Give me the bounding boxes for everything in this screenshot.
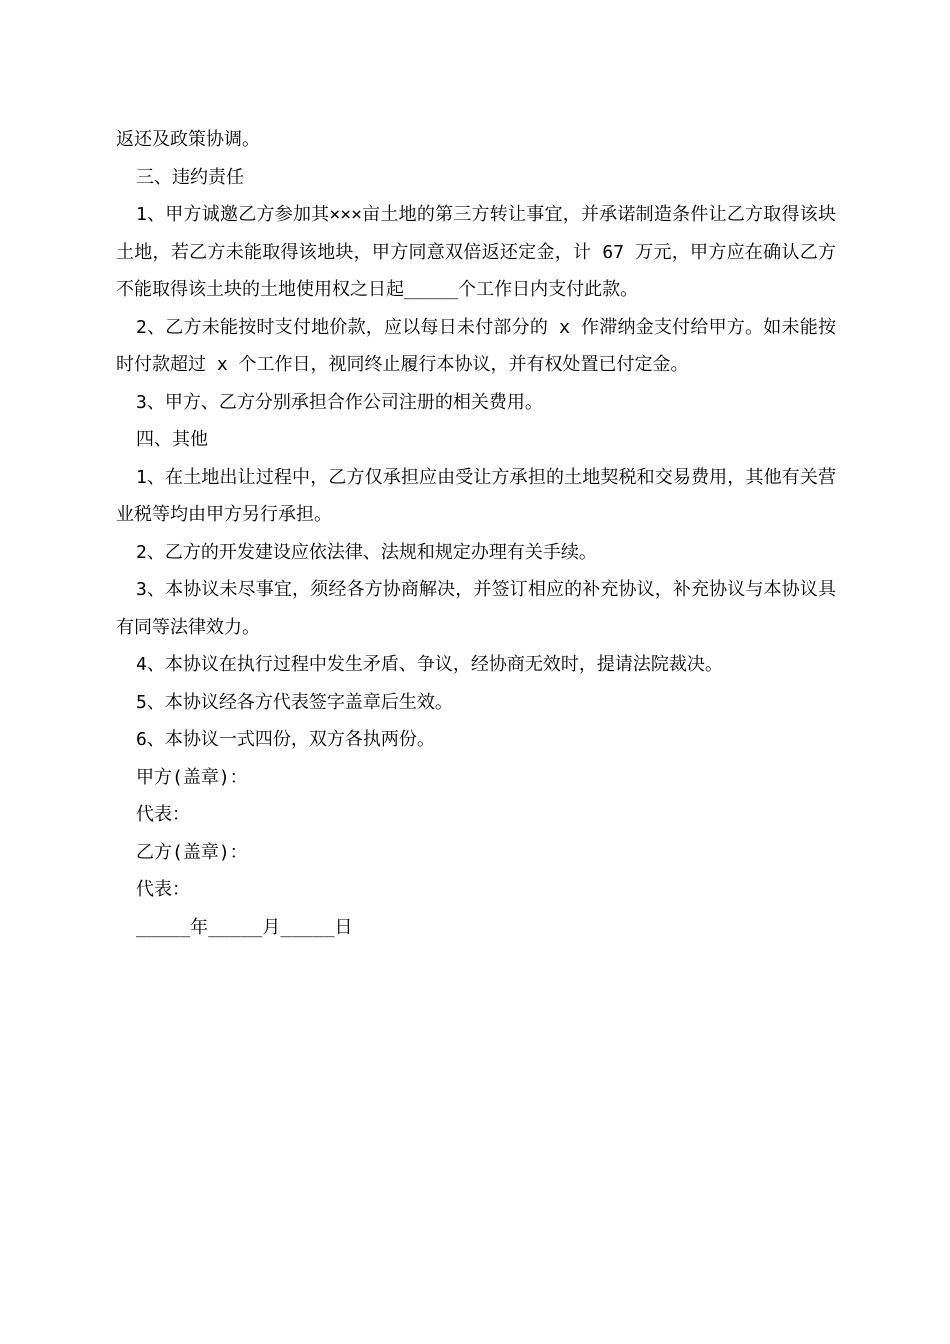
party-a-representative-label: 代表： [136,804,190,825]
document-body [116,121,836,946]
clause-4-2: 2、乙方的开发建设应依法律、法规和规定办理有关手续。 [136,541,597,563]
clause-3-2: 2、乙方未能按时支付地价款，应以每日未付部分的 x 作滞纳金支付给甲方。如未能按时付款超过 x 个工作日，视同终止履行本协议，并有权处置已付定金。 [116,316,836,375]
section-heading-other: 四、其他 [136,429,208,450]
party-a-seal-label: 甲方(盖章)： [136,766,248,788]
paragraph-continuation: 返还及政策协调。 [116,129,260,150]
clause-3-3: 3、甲方、乙方分别承担合作公司注册的相关费用。 [136,391,543,413]
clause-4-3: 3、本协议未尽事宜，须经各方协商解决，并签订相应的补充协议，补充协议与本协议具有同等法律效力。 [116,579,836,638]
clause-4-5: 5、本协议经各方代表签字盖章后生效。 [136,691,453,713]
clause-4-4: 4、本协议在执行过程中发生矛盾、争议，经协商无效时，提请法院裁决。 [136,654,723,675]
clause-4-6: 6、本协议一式四份，双方各执两份。 [136,729,435,750]
signing-date-line: _____年_____月_____日 [136,916,353,938]
section-heading-breach-liability: 三、违约责任 [136,166,244,188]
clause-4-1: 1、在土地出让过程中，乙方仅承担应由受让方承担的土地契税和交易费用，其他有关营业税等均由甲方另行承担。 [116,466,836,525]
clause-3-1: 1、甲方诚邀乙方参加其×××亩土地的第三方转让事宜，并承诺制造条件让乙方取得该块土地，若乙方未能取得该地块，甲方同意双倍返还定金，计 67 万元，甲方应在确认乙方不能取得该土块的土地使用权之日起_____个工作日内支付此款。 [116,204,836,300]
party-b-representative-label: 代表： [136,879,190,900]
party-b-seal-label: 乙方(盖章)： [136,841,248,863]
